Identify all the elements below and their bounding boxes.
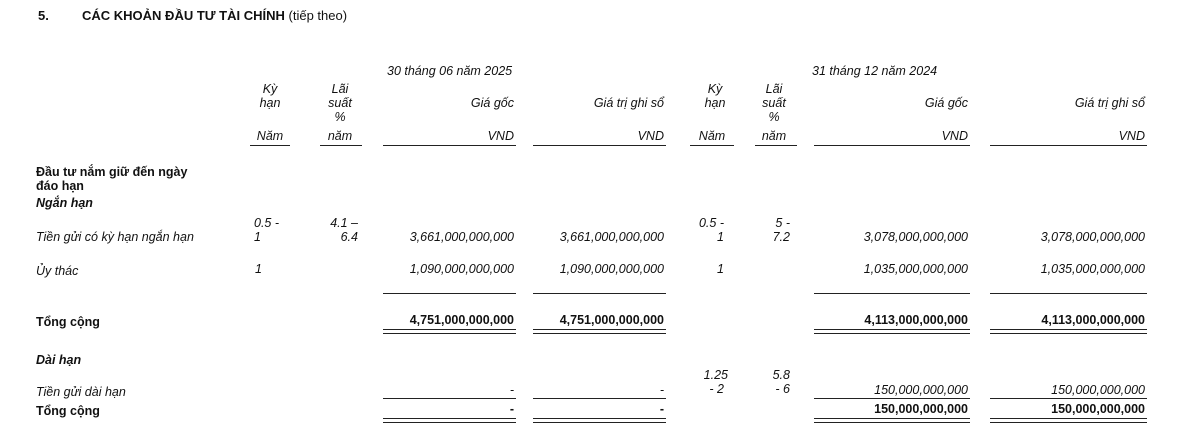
header-term-line2: hạn bbox=[259, 96, 281, 110]
short-term-heading: Ngắn hạn bbox=[36, 196, 93, 210]
unit-rate-2024: năm bbox=[761, 129, 787, 143]
header-cost-2024: Giá gốc bbox=[924, 96, 968, 110]
long-deposits-book-2025: - bbox=[659, 383, 664, 397]
header-term-line2: hạn bbox=[704, 96, 726, 110]
subtotal-line bbox=[990, 398, 1147, 399]
short-deposits-book-2024: 3,078,000,000,000 bbox=[1040, 230, 1145, 244]
total-double-underline bbox=[383, 329, 516, 334]
header-underline bbox=[250, 145, 290, 146]
header-underline bbox=[383, 145, 516, 146]
total-double-underline bbox=[533, 418, 666, 423]
trust-cost-2024: 1,035,000,000,000 bbox=[863, 262, 968, 276]
subtotal-line bbox=[990, 293, 1147, 294]
header-rate-line1: Lãi bbox=[765, 82, 783, 96]
long-deposits-term-2024: 1.25 bbox=[703, 368, 728, 382]
short-deposits-term-2024: 1 bbox=[717, 230, 724, 244]
unit-book-2025: VND bbox=[637, 129, 664, 143]
long-deposits-term-2024: - 2 bbox=[709, 382, 724, 396]
section-number: 5. bbox=[38, 8, 49, 23]
header-rate-line1: Lãi bbox=[331, 82, 349, 96]
section-title-text: CÁC KHOẢN ĐẦU TƯ TÀI CHÍNH bbox=[82, 8, 285, 23]
header-underline bbox=[690, 145, 734, 146]
short-deposits-cost-2025: 3,661,000,000,000 bbox=[409, 230, 514, 244]
header-underline bbox=[320, 145, 362, 146]
row-label-long-deposits: Tiền gửi dài hạn bbox=[36, 385, 126, 399]
long-term-total-cost-2024: 150,000,000,000 bbox=[874, 402, 968, 416]
subtotal-line bbox=[383, 398, 516, 399]
subtotal-line bbox=[383, 293, 516, 294]
total-double-underline bbox=[990, 329, 1147, 334]
short-term-total-book-2024: 4,113,000,000,000 bbox=[1041, 313, 1145, 327]
long-deposits-cost-2024: 150,000,000,000 bbox=[874, 383, 968, 397]
header-cost-2025: Giá gốc bbox=[470, 96, 514, 110]
total-double-underline bbox=[814, 329, 970, 334]
trust-term-2025: 1 bbox=[255, 262, 262, 276]
short-deposits-rate-2025: 4.1 – bbox=[330, 216, 358, 230]
short-deposits-rate-2025: 6.4 bbox=[340, 230, 358, 244]
short-term-total-cost-2025: 4,751,000,000,000 bbox=[409, 313, 514, 327]
short-term-total-label: Tổng cộng bbox=[36, 315, 100, 329]
subtotal-line bbox=[814, 398, 970, 399]
trust-book-2025: 1,090,000,000,000 bbox=[559, 262, 664, 276]
long-deposits-rate-2024: 5.8 bbox=[772, 368, 790, 382]
unit-book-2024: VND bbox=[1118, 129, 1145, 143]
total-double-underline bbox=[990, 418, 1147, 423]
header-underline bbox=[814, 145, 970, 146]
period-label-2025: 30 tháng 06 năm 2025 bbox=[387, 64, 513, 78]
header-rate-line2: suất bbox=[762, 96, 786, 110]
short-deposits-term-2024: 0.5 - bbox=[698, 216, 724, 230]
total-double-underline bbox=[814, 418, 970, 423]
period-label-2024: 31 tháng 12 năm 2024 bbox=[812, 64, 938, 78]
row-label-trust: Ủy thác bbox=[36, 264, 79, 278]
long-deposits-cost-2025: - bbox=[509, 383, 514, 397]
header-term-line1: Kỳ bbox=[262, 82, 278, 96]
short-term-total-book-2025: 4,751,000,000,000 bbox=[559, 313, 664, 327]
row-label-short-deposits: Tiền gửi có kỳ hạn ngắn hạn bbox=[36, 230, 194, 244]
unit-rate-2025: năm bbox=[327, 129, 353, 143]
group-label-line1: Đầu tư nắm giữ đến ngày bbox=[36, 165, 188, 179]
short-deposits-cost-2024: 3,078,000,000,000 bbox=[863, 230, 968, 244]
total-double-underline bbox=[383, 418, 516, 423]
total-double-underline bbox=[533, 329, 666, 334]
short-deposits-term-2025: 1 bbox=[254, 230, 261, 244]
short-deposits-book-2025: 3,661,000,000,000 bbox=[559, 230, 664, 244]
trust-book-2024: 1,035,000,000,000 bbox=[1040, 262, 1145, 276]
unit-term-2025: Năm bbox=[256, 129, 284, 143]
header-rate-line2: suất bbox=[328, 96, 352, 110]
header-underline bbox=[755, 145, 797, 146]
group-label-line2: đáo hạn bbox=[36, 179, 84, 193]
header-underline bbox=[990, 145, 1147, 146]
unit-term-2024: Năm bbox=[698, 129, 726, 143]
section-title-suffix: (tiếp theo) bbox=[288, 8, 348, 23]
long-term-total-book-2025: - bbox=[659, 402, 664, 416]
long-deposits-rate-2024: - 6 bbox=[775, 382, 790, 396]
subtotal-line bbox=[533, 398, 666, 399]
header-underline bbox=[533, 145, 666, 146]
section-title bbox=[82, 9, 347, 23]
header-rate-line3: % bbox=[334, 110, 346, 124]
header-term-line1: Kỳ bbox=[707, 82, 723, 96]
short-deposits-rate-2024: 5 - bbox=[775, 216, 790, 230]
header-book-2024: Giá trị ghi sổ bbox=[1074, 96, 1145, 110]
short-deposits-rate-2024: 7.2 bbox=[772, 230, 790, 244]
long-term-total-book-2024: 150,000,000,000 bbox=[1051, 402, 1145, 416]
trust-term-2024: 1 bbox=[717, 262, 724, 276]
long-term-total-cost-2025: - bbox=[509, 402, 514, 416]
long-term-total-label: Tổng cộng bbox=[36, 404, 100, 418]
short-deposits-term-2025: 0.5 - bbox=[254, 216, 280, 230]
trust-cost-2025: 1,090,000,000,000 bbox=[409, 262, 514, 276]
unit-cost-2025: VND bbox=[487, 129, 514, 143]
short-term-total-cost-2024: 4,113,000,000,000 bbox=[864, 313, 968, 327]
header-rate-line3: % bbox=[768, 110, 780, 124]
header-book-2025: Giá trị ghi sổ bbox=[593, 96, 664, 110]
subtotal-line bbox=[814, 293, 970, 294]
long-term-heading: Dài hạn bbox=[36, 353, 82, 367]
long-deposits-book-2024: 150,000,000,000 bbox=[1051, 383, 1145, 397]
unit-cost-2024: VND bbox=[941, 129, 968, 143]
subtotal-line bbox=[533, 293, 666, 294]
